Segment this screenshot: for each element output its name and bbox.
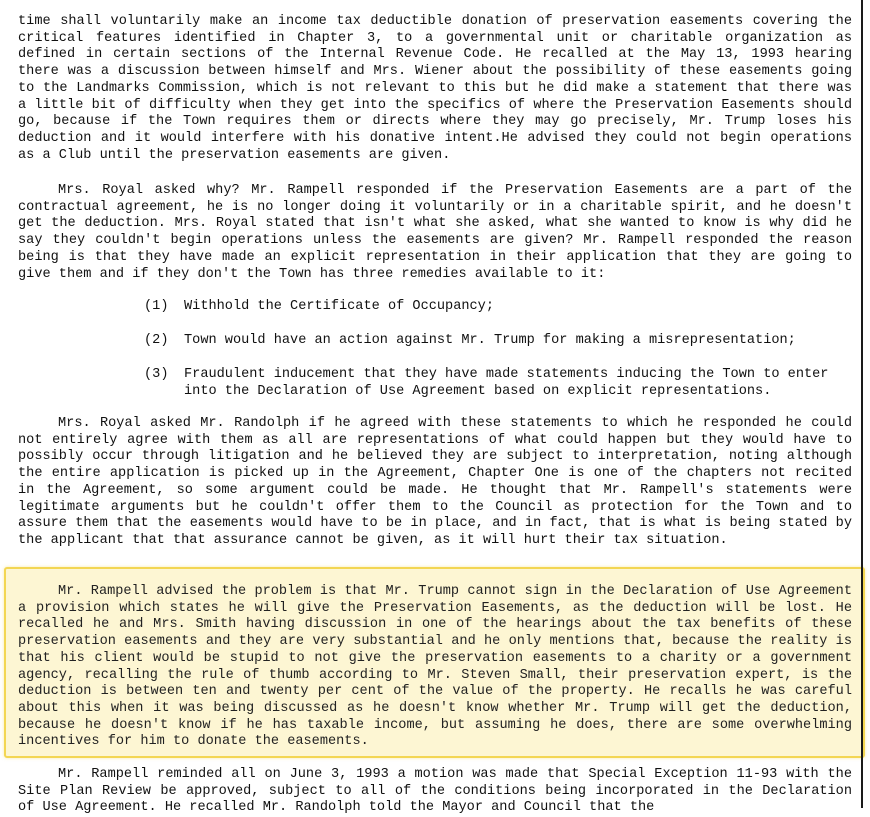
- paragraph-5: [18, 767, 852, 817]
- list-item-2: [144, 333, 852, 350]
- list-text: Withhold the Certificate of Occupancy;: [184, 299, 494, 314]
- list-item-1: [144, 299, 852, 316]
- paragraph-3: [18, 416, 852, 550]
- list-text: Fraudulent inducement that they have made statements inducing the Town to enter into the Declaration of Use Agreement based on explicit representations.: [184, 367, 829, 399]
- list-number: (1): [144, 299, 169, 314]
- paragraph-4-highlighted: [18, 584, 852, 751]
- paragraph-2-text: Mrs. Royal asked why? Mr. Rampell responded if the Preservation Easements are a part of the contractual agreement, he is no longer doing it voluntarily or in a charitable spirit, and he doesn't get the deduction. Mrs. Royal stated that isn't what she asked, what she wanted to know is why did he say they couldn't begin operations unless the easements are given? Mr. Rampell responded the reason being is that they have made an explicit representation in their application that they are going to give them and if they don't the Town has three remedies available to it:: [18, 183, 852, 282]
- list-item-3: [144, 367, 852, 400]
- paragraph-1: time shall voluntarily make an income tax deductible donation of preservation easements covering the critical features identified in Chapter 3, to a governmental unit or charitable organization as defined in certain sections of the Internal Revenue Code. He recalled at the May 13, 1993 hearing there was a discussion between himself and Mrs. Wiener about the possibility of these easements going to the Landmarks Commission, which is not relevant to this but he did make a statement that there was a little bit of difficulty when they get into the specifics of where the Preservation Easements should go, because if the Town requires them or directs where they may go precisely, Mr. Trump loses his deduction and it would interfere with his donative intent.He advised they could not begin operations as a Club until the preservation easements are given.: [18, 14, 852, 163]
- paragraph-4-text: Mr. Rampell advised the problem is that Mr. Trump cannot sign in the Declaration of Use Agreement a provision which states he will give the Preservation Easements, as the deduction will be lost. He recalled he and Mrs. Smith having discussion in one of the hearings about the tax benefits of these preservation easements and they are very substantial and he only mentions that, because the reality is that his client would be stupid to not give the preservation easements to a charity or a government agency, recalling the rule of thumb according to Mr. Steven Small, their preservation expert, is the deduction is between ten and twenty per cent of the value of the property. He recalls he was careful about this when it was being discussed as he doesn't know whether Mr. Trump will get the deduction, because he doesn't know if he has taxable income, but assuming he does, there are some overwhelming incentives for him to donate the easements.: [18, 584, 852, 750]
- list-text: Town would have an action against Mr. Trump for making a misrepresentation;: [184, 333, 796, 348]
- paragraph-3-text: Mrs. Royal asked Mr. Randolph if he agreed with these statements to which he responded he could not entirely agree with them as all are representations of what could happen but they would have to possibly occur through litigation and he believed they are subject to interpretation, noting although the entire application is picked up in the Agreement, Chapter One is one of the chapters not recited in the Agreement, so some argument could be made. He thought that Mr. Rampell's statements were legitimate arguments but he couldn't offer them to the Council as protection for the Town and to assure them that the easements would have to be in place, and in fact, that is what is being stated by the applicant that that assurance cannot be given, as it will hurt their tax situation.: [18, 416, 852, 548]
- list-number: (2): [144, 333, 169, 348]
- margin-rule: [861, 0, 863, 808]
- paragraph-5-text: Mr. Rampell reminded all on June 3, 1993 a motion was made that Special Exception 11-93 with the Site Plan Review be approved, subject to all of the conditions being incorporated in the Declaration of Use Agreement. He recalled Mr. Randolph told the Mayor and Council that the: [18, 767, 852, 816]
- paragraph-2: [18, 183, 852, 283]
- list-number: (3): [144, 367, 169, 382]
